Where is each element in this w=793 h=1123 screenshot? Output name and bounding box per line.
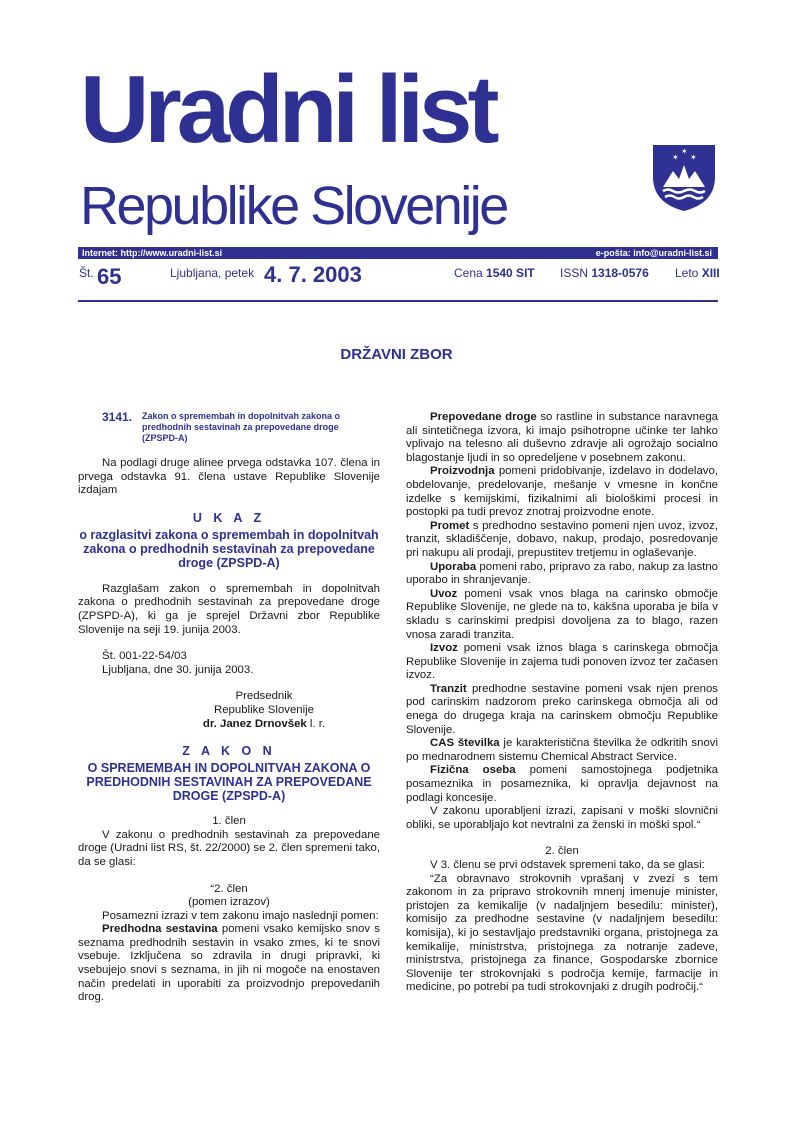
definition-term: Predhodna sestavina — [102, 923, 218, 936]
masthead-subtitle: Republike Slovenije — [80, 176, 507, 236]
terms-intro: Posamezni izrazi v tem zakonu imajo naslednji pomen: — [102, 909, 379, 922]
clen-2-quote: “Za obravnavo strokovnih vprašanj v zvezi s tem zakonom in za pripravo strokovnih mnenj imenuje minister, pristojen za kemikalije (v nadaljnjem besedilu: minister), komisijo za predhodne sestavine (v nadaljnjem besedilu: komisija), ki jo sestavljajo predstavniki organa, pristojnega za kemikalije, ministrstva, pristojnega za notranje zadeve, ministrstva, pristojnega za finance, Gospodarske zbornice Slovenije ter strokovnjaki s področja kemije, farmacije in medicine, po potrebi pa tudi strokovnjaki z drugih področij.“ — [406, 872, 718, 994]
issue-number: 65 — [97, 264, 122, 289]
definition-predhodna-sestavina — [78, 923, 380, 1005]
svg-text:✶: ✶ — [681, 147, 688, 156]
definition-term: CAS številka — [430, 737, 500, 750]
clen-2-heading: 2. člen — [545, 845, 579, 858]
issue-place-day: Ljubljana, petek — [170, 266, 255, 280]
definition-item — [406, 683, 718, 737]
definition-term: Prepovedane droge — [430, 411, 537, 423]
definition-item — [406, 411, 718, 465]
slovenia-coat-of-arms-icon — [651, 143, 717, 213]
section-heading: DRŽAVNI ZBOR — [340, 346, 453, 363]
definition-text: pomeni rabo, pripravo za rabo, nakup za lastno uporabo in shranjevanje. — [406, 560, 718, 587]
definition-text: s predhodno sestavino pomeni njen uvoz, izvoz, tranzit, skladiščenje, dobavo, nakup, prodajo, posredovanje pri nakupu ali prodaji, prepustitev tretjemu in oglaševanje. — [406, 519, 718, 559]
left-column — [78, 411, 380, 1005]
signature-title-1: Predsednik — [235, 690, 293, 703]
gender-note: V zakonu uporabljeni izrazi, zapisani v moški slovnični obliki, se uporabljajo kot nevtralni za ženski in moški spol.“ — [406, 805, 718, 831]
issn-label: ISSN — [560, 266, 589, 280]
right-column — [406, 411, 718, 995]
internet-link[interactable]: Internet: http://www.uradni-list.si — [82, 248, 223, 258]
definition-text: pomeni vsak vnos blaga na carinsko območje Republike Slovenije, ne glede na to, kakšna uporaba je bila v skladu s carinskimi predpisi dovoljena za to blago, razen vnosa zaradi tranzita. — [406, 587, 718, 641]
intro-paragraph: Na podlagi druge alinee prvega odstavka 107. člena in prvega odstavka 91. člena ustave Republike Slovenije izdajam — [78, 457, 380, 497]
definition-item — [406, 642, 718, 683]
definition-item — [406, 764, 718, 805]
quoted-clen-2-heading: “2. člen — [210, 882, 248, 895]
definition-text: je karakteristična številka že odkritih snovi po mednarodnem sistemu Chemical Abstract Service. — [406, 737, 718, 763]
reference-number: Št. 001-22-54/03 — [102, 650, 187, 663]
issn-block — [560, 266, 649, 280]
ukaz-title: o razglasitvi zakona o spremembah in dopolnitvah zakona o predhodnih sestavinah za prepovedane droge (ZPSPD-A) — [79, 527, 379, 570]
definition-item — [406, 465, 718, 519]
signature-title-2: Republike Slovenije — [213, 703, 315, 716]
price-block — [454, 266, 535, 280]
definition-term: Uvoz — [430, 587, 458, 600]
price-label: Cena — [454, 266, 483, 280]
year-value: XIII — [701, 266, 720, 280]
issn-value: 1318-0576 — [591, 266, 649, 280]
clen-2-intro: V 3. členu se prvi odstavek spremeni tako, da se glasi: — [430, 859, 705, 871]
masthead-contact-bar — [78, 247, 718, 259]
definition-term: Izvoz — [430, 642, 458, 655]
signature-suffix: l. r. — [306, 717, 326, 730]
clen-1-text: V zakonu o predhodnih sestavinah za prepovedane droge (Uradni list RS, št. 22/2000) se 2. člen spremeni tako, da se glasi: — [78, 828, 380, 868]
definition-text: pomeni pridobivanje, izdelavo in dodelavo, obdelovanje, predelovanje, mešanje v vmesne in končne izdelke s kemijskimi, fizikalnimi ali biološkimi procesi in postopki pa tudi prevoz znotraj proizvodne enote. — [406, 465, 718, 519]
price-value: 1540 SIT — [486, 266, 535, 280]
signature-name: dr. Janez Drnovšek — [202, 717, 307, 730]
definition-text: so rastline in substance naravnega ali sintetičnega izvora, ki imajo psihotropne učinke ter lahko vplivajo na telesno ali duševno zdravje ali ogrožajo socialno blagostanje ljudi in so opredeljene v posebnem zakonu. — [406, 411, 719, 464]
quoted-clen-2-subheading: (pomen izrazov) — [188, 896, 270, 909]
ukaz-heading: U K A Z — [192, 510, 266, 525]
definition-text: predhodne sestavine pomeni vsak njen prenos pod carinskim nadzorom preko carinskega območja ali od enega do drugega kraja na carinskem območju Republike Slovenije. — [406, 682, 718, 736]
year-block — [675, 266, 720, 280]
definition-term: Tranzit — [430, 682, 467, 695]
svg-text:✶: ✶ — [672, 153, 679, 162]
act-title: Zakon o spremembah in dopolnitvah zakona o predhodnih sestavinah za prepovedane droge (ZPSPD-A) — [142, 411, 341, 443]
issue-st-label: Št. — [79, 266, 94, 280]
definition-term: Promet — [430, 519, 470, 532]
definition-item — [406, 588, 718, 642]
definition-text: pomeni samostojnega podjetnika posameznika in posameznika, ki opravlja dejavnost na podlagi koncesije. — [406, 764, 719, 804]
clen-1-heading: 1. člen — [212, 815, 246, 828]
reference-date: Ljubljana, dne 30. junija 2003. — [102, 663, 254, 676]
zakon-heading: Z A K O N — [182, 744, 276, 759]
definition-term: Proizvodnja — [430, 465, 495, 478]
svg-text:✶: ✶ — [690, 153, 697, 162]
signature-name-line — [78, 718, 380, 732]
definition-item — [406, 520, 718, 561]
definition-text: pomeni vsako kemijsko snov s seznama predhodnih sestavin in vsako zmes, ki te snovi vsebuje. Izključena so zdravila in drugi pripravki, ki vsebujejo snovi s seznama, in jih ni mogoče na enostaven način predelati in uporabiti za proizvodnjo prepovedanih drog. — [78, 923, 380, 1004]
masthead-title: Uradni list — [80, 56, 495, 163]
zakon-title: O SPREMEMBAH IN DOPOLNITVAH ZAKONA O PREDHODNIH SESTAVINAH ZA PREPOVEDANE DROGE (ZPSPD-A) — [86, 761, 372, 804]
definition-term: Fizična oseba — [430, 764, 516, 777]
year-label: Leto — [675, 266, 699, 280]
definition-item — [406, 737, 718, 764]
definition-text: pomeni vsak iznos blaga s carinskega območja Republike Slovenije in zajema tudi ponoven izvoz ter začasen izvoz. — [406, 642, 718, 682]
definition-term: Uporaba — [430, 560, 477, 573]
razglasam-paragraph: Razglašam zakon o spremembah in dopolnitvah zakona o predhodnih sestavinah za prepovedane droge (ZPSPD-A), ki ga je sprejel Državni zbor Republike Slovenije na seji 19. junija 2003. — [78, 582, 380, 636]
act-number: 3141. — [102, 410, 133, 424]
issue-date: 4. 7. 2003 — [264, 262, 362, 287]
definition-item — [406, 561, 718, 588]
email-link[interactable]: e-pošta: info@uradni-list.si — [595, 248, 712, 258]
header-divider — [78, 300, 718, 302]
